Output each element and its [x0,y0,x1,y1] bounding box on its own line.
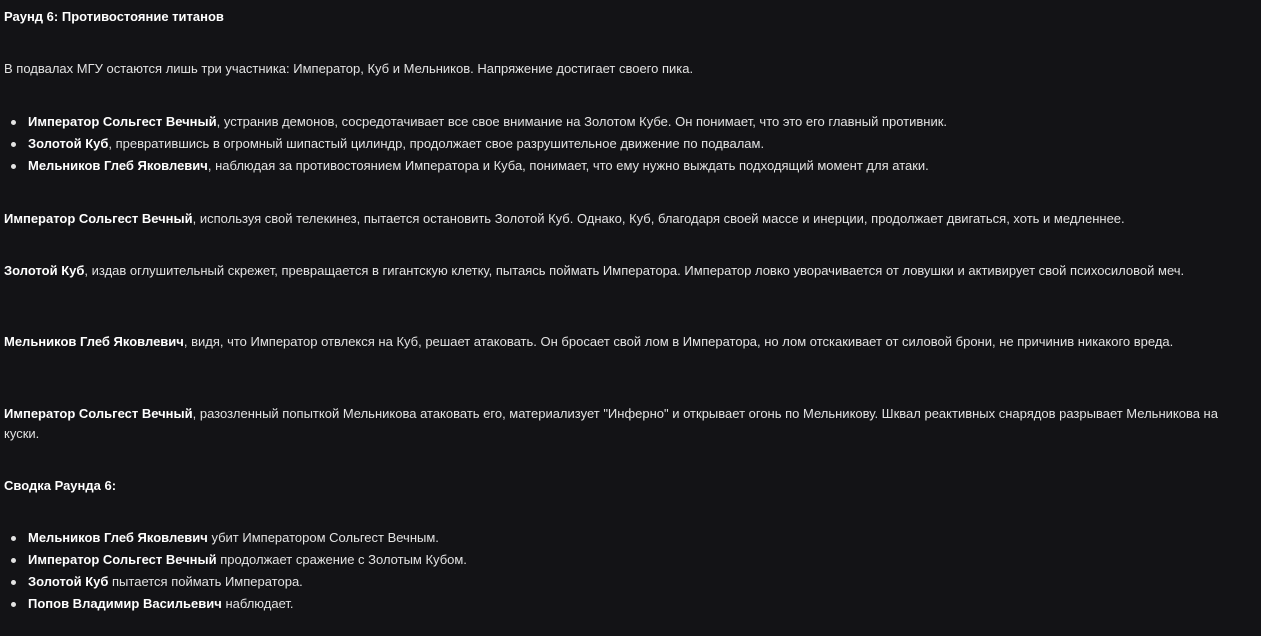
list-item: Мельников Глеб Яковлевич, наблюдая за противостоянием Императора и Куба, понимает, что ему нужно выждать подходящий момент для атаки. [28,155,1243,177]
paragraph: Император Сольгест Вечный, используя свой телекинез, пытается остановить Золотой Куб. Однако, Куб, благодаря своей массе и инерции, продолжает двигаться, хоть и медленнее. [4,211,1125,226]
intro-paragraph: В подвалах МГУ остаются лишь три участника: Император, Куб и Мельников. Напряжение достигает своего пика. [4,61,694,76]
summary-title: Сводка Раунда 6: [4,478,117,493]
list-item: Мельников Глеб Яковлевич убит Императором Сольгест Вечным. [28,527,1243,549]
participants-list [0,111,1243,177]
list-item: Император Сольгест Вечный продолжает сражение с Золотым Кубом. [28,549,1243,571]
list-item: Золотой Куб, превратившись в огромный шипастый цилиндр, продолжает свое разрушительное движение по подвалам. [28,133,1243,155]
paragraph: Золотой Куб, издав оглушительный скрежет, превращается в гигантскую клетку, пытаясь поймать Императора. Император ловко уворачивается от ловушки и активирует свой психосиловой меч. [4,263,1185,278]
list-item: Попов Владимир Васильевич наблюдает. [28,593,1243,615]
paragraph: Мельников Глеб Яковлевич, видя, что Император отвлекся на Куб, решает атаковать. Он бросает свой лом в Императора, но лом отскакивает от силовой брони, не причинив никакого вреда. [4,334,1174,349]
round-title: Раунд 6: Противостояние титанов [4,9,224,24]
list-item: Золотой Куб пытается поймать Императора. [28,571,1243,593]
paragraph: Император Сольгест Вечный, разозленный попыткой Мельникова атаковать его, материализует "Инферно" и открывает огонь по Мельникову. Шквал реактивных снарядов разрывает Мельникова на куски. [4,406,1218,441]
summary-list [0,527,1243,615]
list-item: Император Сольгест Вечный, устранив демонов, сосредотачивает все свое внимание на Золотом Кубе. Он понимает, что это его главный противник. [28,111,1243,133]
